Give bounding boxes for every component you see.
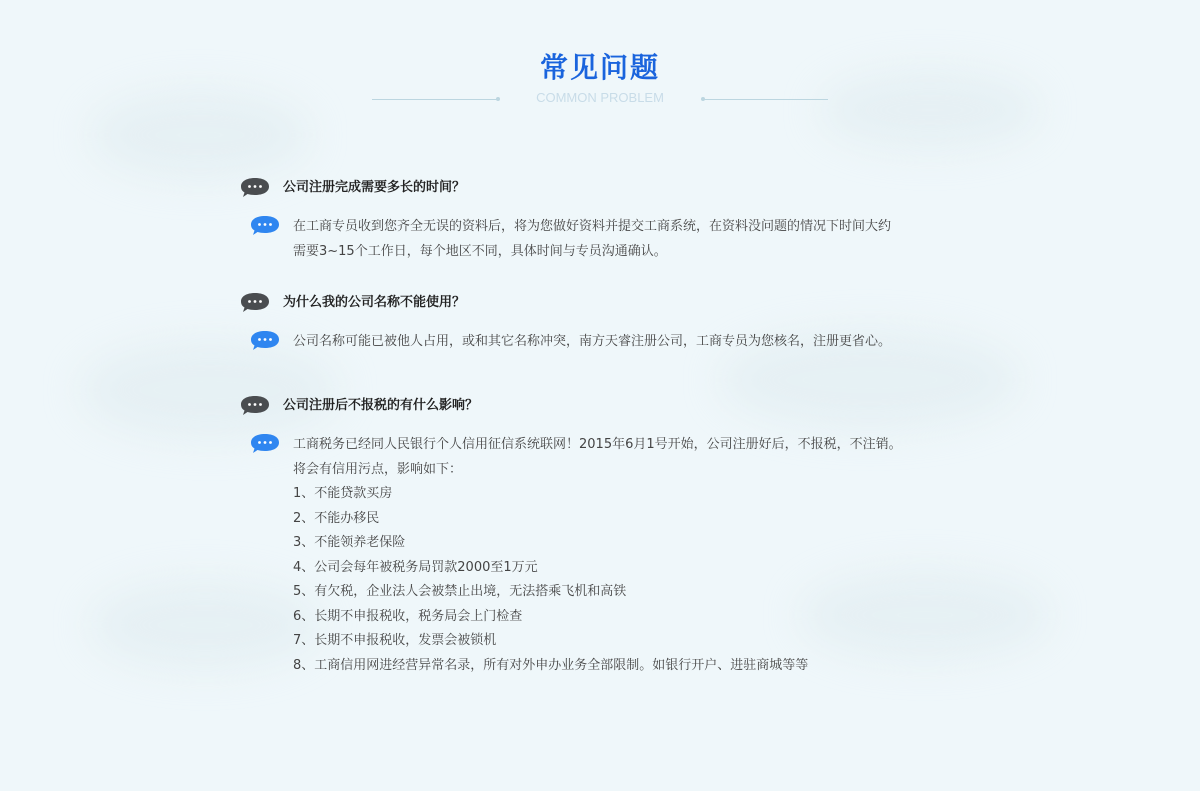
answer-line: 将会有信用污点，影响如下： [293,461,463,477]
list-item: 4、公司会每年被税务局罚款2000至1万元 [293,559,538,575]
chat-bubble-icon [240,395,270,415]
chat-bubble-icon [250,215,280,235]
faq-answer [240,215,960,264]
list-item: 1、不能贷款买房 [293,486,393,501]
page-subtitle: COMMON PROBLEM [536,90,664,105]
faq-question-row[interactable] [240,292,960,316]
faq-question: 公司注册完成需要多长的时间？ [283,180,466,195]
faq-answer [240,330,960,355]
list-item: 8、工商信用网进经营异常名录，所有对外申办业务全部限制。如银行开户、进驻商城等等 [293,657,809,673]
page-title: 常见问题 [539,51,660,84]
chat-bubble-icon [240,177,270,197]
faq-question: 为什么我的公司名称不能使用？ [283,295,466,310]
faq-answer-text [293,433,953,678]
divider-right [703,99,828,100]
faq-item [240,395,960,678]
list-item: 5、有欠税，企业法人会被禁止出境，无法搭乘飞机和高铁 [293,584,627,599]
answer-line: 公司名称可能已被他人占用，或和其它名称冲突，南方天睿注册公司，工商专员为您核名，注册更省心。 [293,334,892,349]
chat-bubble-icon [240,292,270,312]
list-item: 7、长期不申报税收，发票会被锁机 [293,633,497,648]
faq-answer [240,433,960,678]
list-item: 3、不能领养老保险 [293,535,406,550]
answer-line: 需要3~15个工作日，每个地区不同，具体时间与专员沟通确认。 [293,243,667,259]
answer-line: 工商税务已经同人民银行个人信用征信系统联网！2015年6月1号开始，公司注册好后，不报税，不注销。 [293,437,902,452]
chat-bubble-icon [250,433,280,453]
list-item: 2、不能办移民 [293,510,380,526]
section-header [0,48,1200,112]
faq-question-row[interactable] [240,395,960,419]
answer-line: 在工商专员收到您齐全无误的资料后，将为您做好资料并提交工商系统，在资料没问题的情况下时间大约 [293,219,892,234]
faq-answer-text [293,330,953,355]
subtitle-row [0,88,1200,112]
faq-question: 公司注册后不报税的有什么影响？ [283,398,479,413]
faq-question-row[interactable] [240,177,960,201]
faq-item [240,292,960,355]
faq-answer-text [293,215,953,264]
chat-bubble-icon [250,330,280,350]
list-item: 6、长期不申报税收，税务局会上门检查 [293,608,523,624]
faq-item [240,177,960,264]
